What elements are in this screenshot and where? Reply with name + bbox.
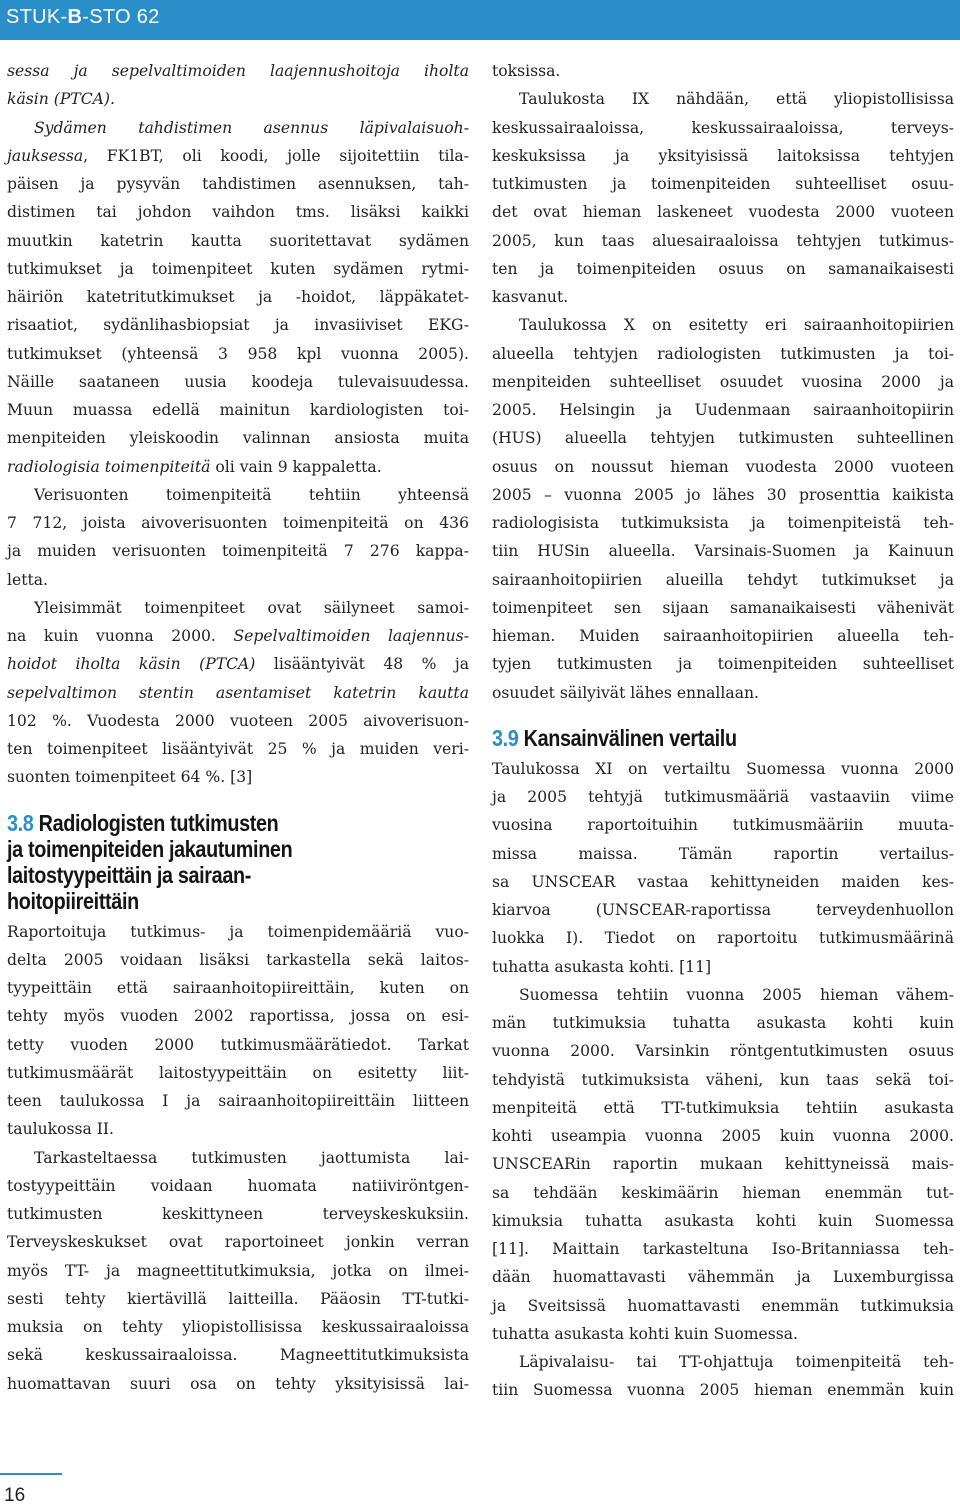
text-fragment: lisääntyivät 48 % ja xyxy=(255,655,469,674)
text-fragment: radiologisia toimenpiteitä xyxy=(7,457,211,476)
section-3-9-heading xyxy=(492,725,954,751)
text-line: tetty vuoden 2000 tutkimusmäärätiedot. Tarkat xyxy=(7,1035,469,1054)
text-line: Tarkasteltaessa tutkimusten jaottumista lai- xyxy=(34,1148,469,1167)
text-line: kasvanut. xyxy=(492,288,569,306)
paragraph-guided-procedures xyxy=(492,1348,954,1405)
text-line: dään huomattavasti vähemmän ja Luxemburgissa xyxy=(492,1268,954,1287)
series-letter: B xyxy=(67,6,83,28)
text-line: suonten toimenpiteet 64 %. [3] xyxy=(7,768,253,787)
text-line: tehty myös vuoden 2002 raportissa, jossa on esi- xyxy=(7,1007,469,1026)
heading-line: hoitopiireittäin xyxy=(7,887,139,914)
text-line: män tutkimuksia tuhatta asukasta kohti kuin xyxy=(492,1014,954,1032)
text-line: tutkimusmäärät laitostyypeittäin on esitetty liit- xyxy=(7,1063,469,1082)
text-line: keskuksissa ja yksityisissä laitoksissa tehtyjen xyxy=(492,146,954,165)
text-line: tutkimusten keskittyneen terveyskeskuksiin. xyxy=(7,1205,469,1223)
text-line: toksissa. xyxy=(492,62,561,80)
text-line: 7 712, joista aivoverisuonten toimenpiteitä on 436 xyxy=(7,514,469,532)
text-line: huomattavan suuri osa on tehty yksityisissä lai- xyxy=(7,1374,469,1393)
text-line: vuosina raportoituihin tutkimusmääriin muuta- xyxy=(492,816,954,835)
paragraph-pacemaker xyxy=(7,114,469,481)
left-column xyxy=(7,57,469,1398)
text-line: 2005. Helsingin ja Uudenmaan sairaanhoitopiirin xyxy=(492,401,954,419)
text-line: sekä keskussairaaloissa. Magneettitutkimuksista xyxy=(7,1346,469,1365)
text-line xyxy=(7,650,469,678)
text-line: hieman. Muiden sairaanhoitopiirien alueella teh- xyxy=(492,627,954,645)
text-line: Terveyskeskukset ovat raportoineet jonkin verran xyxy=(7,1233,469,1252)
text-line: Yleisimmät toimenpiteet ovat säilyneet samoi- xyxy=(34,598,469,617)
text-line: Muun muassa edellä mainitun kardiologisten toi- xyxy=(7,401,469,419)
paragraph-continuation xyxy=(492,57,954,85)
paragraph-table-ix xyxy=(492,85,954,311)
heading-text: Radiologisten tutkimusten xyxy=(38,809,279,836)
text-line: tuhatta asukasta kohti. [11] xyxy=(492,957,712,976)
text-line: radiologisista tutkimuksista ja toimenpiteistä teh- xyxy=(492,514,954,532)
text-fragment: oli vain 9 kappaletta. xyxy=(210,457,382,476)
text-line: Verisuonten toimenpiteitä tehtiin yhteensä xyxy=(34,485,469,504)
text-line: det ovat hieman laskeneet vuodesta 2000 vuoteen xyxy=(492,203,954,222)
text-line xyxy=(7,453,469,481)
text-line: ja 2005 tehtyjä tutkimusmääriä vastaaviin viime xyxy=(492,788,954,806)
paragraph-finland-comparison xyxy=(492,981,954,1348)
text-line: UNSCEARin raportin mukaan kehittyneissä mais- xyxy=(492,1155,954,1174)
paragraph-vascular xyxy=(7,481,469,594)
text-line: tutkimukset ja toimenpiteet kuten sydämen rytmi- xyxy=(7,259,469,278)
text-line: tyypeittäin että sairaanhoitopiireittäin, kuten on xyxy=(7,979,469,997)
text-line: muutkin katetrin kautta suoritettavat sydämen xyxy=(7,231,469,250)
heading-line xyxy=(492,725,889,751)
text-line: tutkimusten ja toimenpiteiden suhteelliset osuu- xyxy=(492,175,954,193)
text-line: vuonna 2000. Varsinkin röntgentutkimusten osuus xyxy=(492,1042,954,1061)
text-line: osuus on noussut hieman vuodesta 2000 vuoteen xyxy=(492,457,954,476)
text-line: tiin HUSin alueella. Varsinais-Suomen ja Kainuun xyxy=(492,542,954,561)
text-line xyxy=(7,622,469,650)
text-line: Taulukossa X on esitetty eri sairaanhoitopiirien xyxy=(519,316,954,335)
text-line: Taulukossa XI on vertailtu Suomessa vuonna 2000 xyxy=(492,759,954,778)
text-line: ja muiden verisuonten toimenpiteitä 7 276 kappa- xyxy=(7,542,469,561)
text-fragment: , FK1BT, oli koodi, jolle sijoitettiin tila- xyxy=(83,146,469,165)
series-prefix: STUK- xyxy=(6,6,68,28)
text-line: tehdyistä tutkimuksista väheni, kun taas sekä toi- xyxy=(492,1070,954,1089)
text-line: ten toimenpiteet lisääntyivät 25 % ja muiden veri- xyxy=(7,740,469,758)
text-line: ten ja toimenpiteiden osuus on samanaikaisesti xyxy=(492,259,954,278)
text-line: 2005 – vuonna 2005 jo lähes 30 prosenttia kaikista xyxy=(492,485,954,504)
text-line: (HUS) alueella tehtyjen tutkimusten suhteellinen xyxy=(492,429,954,448)
text-line: tutkimukset (yhteensä 3 958 kpl vuonna 2005). xyxy=(7,344,469,363)
text-line: osuudet säilyivät lähes ennallaan. xyxy=(492,683,760,702)
text-line: Näille saataneen uusia koodeja tulevaisuudessa. xyxy=(7,372,469,391)
text-fragment: jauksessa xyxy=(7,146,84,165)
text-fragment: hoidot iholta käsin (PTCA) xyxy=(7,655,256,674)
text-line: sairaanhoitopiirien alueilla tehdyt tutkimukset ja xyxy=(492,570,954,589)
text-line xyxy=(7,142,469,170)
text-line: alueella tehtyjen radiologisten tutkimusten ja toi- xyxy=(492,344,954,363)
text-line: missa maissa. Tämän raportin vertailus- xyxy=(492,844,954,863)
text-line: menpiteitä että TT-tutkimuksia tehtiin asukasta xyxy=(492,1098,954,1117)
text-line: letta. xyxy=(7,570,49,589)
text-fragment: menpiteiden yleiskoodin valinnan ansiosta muita xyxy=(7,429,469,448)
paragraph-distribution xyxy=(7,1144,469,1398)
right-column xyxy=(492,57,954,1405)
text-line: delta 2005 voidaan lisäksi tarkastella sekä laitos- xyxy=(7,950,469,969)
text-line: kiarvoa (UNSCEAR-raportissa terveydenhuollon xyxy=(492,901,954,919)
text-line: teen taulukossa I ja sairaanhoitopiireittäin liitteen xyxy=(7,1092,469,1110)
text-line: menpiteiden suhteelliset osuudet vuosina 2000 ja xyxy=(492,372,954,391)
text-line: sessa ja sepelvaltimoiden laajennushoitoja iholta xyxy=(7,62,469,80)
text-line: häiriön katetritutkimukset ja -hoidot, läppäkatet- xyxy=(7,288,469,306)
report-series-label xyxy=(6,6,160,29)
text-line xyxy=(7,424,469,452)
text-line: risaatiot, sydänlihasbiopsiat ja invasiiviset EKG- xyxy=(7,316,469,335)
page-header-band xyxy=(0,0,960,40)
heading-line: ja toimenpiteiden jakautuminen xyxy=(7,835,293,862)
text-line: tyjen tutkimusten ja toimenpiteiden suhteelliset xyxy=(492,655,954,674)
text-line: tiin Suomessa vuonna 2005 hieman enemmän kuin xyxy=(492,1381,954,1400)
heading-line: laitostyypeittäin ja sairaan- xyxy=(7,861,251,888)
text-line: kimuksia tuhatta asukasta kohti kuin Suomessa xyxy=(492,1211,954,1230)
text-line: tostyypeittäin voidaan huomata natiiviröntgen- xyxy=(7,1176,469,1195)
text-line: päisen ja pysyvän tahdistimen asennuksen, tah- xyxy=(7,175,469,193)
heading-line xyxy=(7,810,404,836)
text-line: myös TT- ja magneettitutkimuksia, jotka on ilmei- xyxy=(7,1261,469,1280)
text-line: ja Sveitsissä huomattavasti enemmän tutkimuksia xyxy=(492,1296,954,1315)
text-line: [11]. Maittain tarkasteltuna Iso-Britanniassa teh- xyxy=(492,1240,954,1258)
text-line: taulukossa II. xyxy=(7,1120,115,1139)
text-line: luokka I). Tiedot on raportoitu tutkimusmäärinä xyxy=(492,929,954,948)
text-line: 102 %. Vuodesta 2000 vuoteen 2005 aivoverisuon- xyxy=(7,711,469,730)
text-line: distimen tai johdon vaihdon tms. lisäksi kaikki xyxy=(7,203,469,222)
text-fragment: na kuin vuonna 2000. xyxy=(7,627,234,645)
section-3-8-heading xyxy=(7,810,469,914)
text-line: sa UNSCEAR vastaa kehittyneiden maiden kes- xyxy=(492,872,954,891)
paragraph-table-xi xyxy=(492,755,954,981)
text-line: sesti tehty kiertävillä laitteilla. Pääosin TT-tutki- xyxy=(7,1289,469,1308)
paragraph-reported-counts xyxy=(7,918,469,1144)
text-line: keskussairaaloissa, keskussairaaloissa, terveys- xyxy=(492,118,954,137)
text-line: toimenpiteet sen sijaan samanaikaisesti vähenivät xyxy=(492,598,954,617)
series-suffix: -STO 62 xyxy=(82,6,160,28)
section-number: 3.9 xyxy=(492,724,519,751)
section-number: 3.8 xyxy=(7,809,34,836)
text-line: käsin (PTCA). xyxy=(7,90,115,109)
text-line: Suomessa tehtiin vuonna 2005 hieman vähem- xyxy=(519,985,954,1004)
text-line: Läpivalaisu- tai TT-ohjattuja toimenpiteitä teh- xyxy=(519,1353,954,1371)
text-fragment: Sepelvaltimoiden laajennus- xyxy=(233,627,469,645)
text-line: tuhatta asukasta kohti kuin Suomessa. xyxy=(492,1324,799,1343)
text-line: muksia on tehty yliopistollisissa keskussairaaloissa xyxy=(7,1318,469,1336)
text-line: sepelvaltimon stentin asentamiset katetrin kautta xyxy=(7,683,469,702)
paragraph-common-procedures xyxy=(7,594,469,792)
text-line: sa tehdään keskimäärin hieman enemmän tut- xyxy=(492,1183,954,1202)
text-line: Taulukosta IX nähdään, että yliopistollisissa xyxy=(519,90,954,109)
footer-rule xyxy=(0,1473,62,1475)
paragraph-ptca-end xyxy=(7,57,469,114)
text-line: kohti useampia vuonna 2005 kuin vuonna 2000. xyxy=(492,1127,954,1145)
paragraph-table-x xyxy=(492,311,954,707)
text-line: Raportoituja tutkimus- ja toimenpidemääriä vuo- xyxy=(7,922,469,941)
text-line: 2005, kun taas aluesairaaloissa tehtyjen tutkimus- xyxy=(492,231,954,250)
page-number: 16 xyxy=(4,1485,26,1506)
text-line: Sydämen tahdistimen asennus läpivalaisuoh- xyxy=(34,118,469,137)
heading-text: Kansainvälinen vertailu xyxy=(523,724,737,751)
